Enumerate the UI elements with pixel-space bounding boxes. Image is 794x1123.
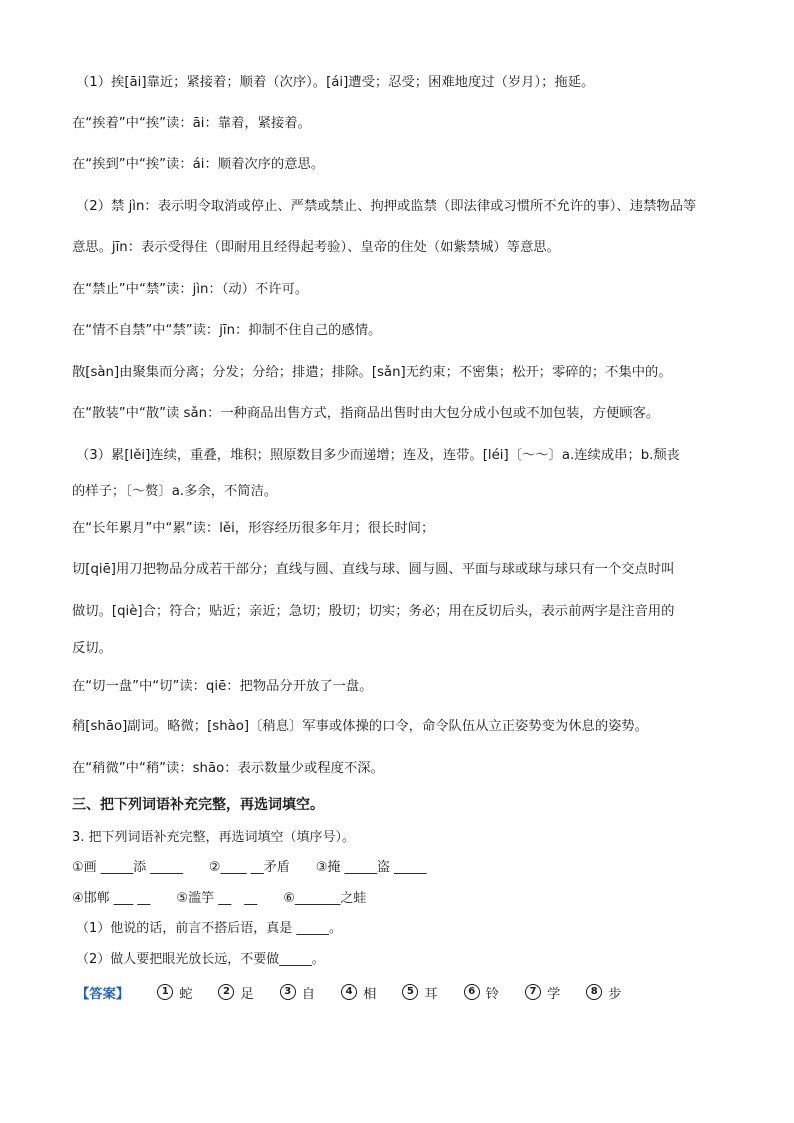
answer-char: 铃 <box>485 986 499 1002</box>
section-heading: 三、把下列词语补充完整，再选词填空。 <box>72 797 324 813</box>
answer-item <box>464 983 499 1002</box>
explanation-line: 做切。[qiè]合；符合；贴近；亲近；急切；殷切；切实；务必；用在反切后头，表示前两字是注音用的 <box>72 604 675 619</box>
answer-item <box>218 983 253 1002</box>
question-stem: 3. 把下列词语补充完整，再选词填空（填序号）。 <box>72 830 356 845</box>
explanation-line: 反切。 <box>72 641 112 656</box>
explanation-line: 稍[shāo]副词。略微；[shào]〔稍息〕军事或体操的口令，命令队伍从立正姿势变为休息的姿势。 <box>72 719 649 734</box>
explanation-line: 的样子；〔～赘〕a.多余，不简洁。 <box>72 484 278 499</box>
sub-question: （2）做人要把眼光放长远，不要做_____。 <box>76 952 325 967</box>
circled-number: 4 <box>341 984 357 1000</box>
answer-char: 相 <box>363 986 377 1002</box>
answer-char: 学 <box>546 986 561 1002</box>
answer-row <box>76 982 736 1002</box>
answer-item <box>157 983 192 1002</box>
idiom-row: ④邯郸 ___ __ ⑤滥竽 __ __ ⑥_______之蛙 <box>72 891 367 906</box>
explanation-line: 在“挨着”中“挨”读：āi：靠着，紧接着。 <box>72 116 311 131</box>
circled-number: 8 <box>586 984 602 1000</box>
circled-number: 1 <box>157 984 173 1000</box>
explanation-line: 在“稍微”中“稍”读：shāo：表示数量少或程度不深。 <box>72 761 384 776</box>
circled-number: 2 <box>218 984 234 1000</box>
circled-number: 7 <box>525 984 541 1000</box>
answer-item <box>341 983 376 1002</box>
answer-char: 步 <box>608 986 622 1002</box>
circled-number: 5 <box>402 984 418 1000</box>
explanation-line: 在“情不自禁”中“禁”读：jīn：抑制不住自己的感情。 <box>72 323 382 338</box>
explanation-line: （3）累[lěi]连续，重叠，堆积；照原数目多少而递增；连及，连带。[léi]〔～～〕a.连续成串；b.颓丧 <box>76 448 680 463</box>
explanation-line: （2）禁 jìn：表示明令取消或停止、严禁或禁止、拘押或监禁（即法律或习惯所不允许的事）、违禁物品等 <box>76 199 697 214</box>
explanation-line: 在“散装”中“散”读 sǎn：一种商品出售方式，指商品出售时由大包分成小包或不加包装，方便顾客。 <box>72 406 660 421</box>
answer-item <box>586 983 621 1002</box>
answer-char: 足 <box>240 986 254 1002</box>
answer-char: 蛇 <box>179 986 193 1002</box>
circled-number: 3 <box>280 984 296 1000</box>
explanation-line: 在“挨到”中“挨”读：ái：顺着次序的意思。 <box>72 157 325 172</box>
answer-char: 耳 <box>424 986 438 1002</box>
explanation-line: 在“禁止”中“禁”读：jìn：（动）不许可。 <box>72 282 309 297</box>
explanation-line: 散[sàn]由聚集而分离；分发；分给；排遣；排除。[sǎn]无约束；不密集；松开；零碎的；不集中的。 <box>72 365 672 380</box>
explanation-line: 意思。jīn：表示受得住（即耐用且经得起考验）、皇帝的住处（如紫禁城）等意思。 <box>72 240 560 255</box>
answer-item <box>525 983 560 1002</box>
explanation-line: （1）挨[āi]靠近；紧接着；顺着（次序）。[ái]遭受；忍受；困难地度过（岁月）；拖延。 <box>76 75 595 90</box>
explanation-line: 在“长年累月”中“累”读：lěi，形容经历很多年月；很长时间； <box>72 521 435 536</box>
circled-number: 6 <box>464 984 480 1000</box>
answer-item <box>280 983 315 1002</box>
answer-char: 自 <box>301 986 316 1002</box>
answer-tag: 【答案】 <box>76 986 130 1002</box>
answer-item <box>402 983 437 1002</box>
sub-question: （1）他说的话，前言不搭后语，真是 _____。 <box>76 921 342 936</box>
explanation-line: 在“切一盘”中“切”读：qiē：把物品分开放了一盘。 <box>72 679 373 694</box>
idiom-row: ①画 _____添 _____ ②____ __矛盾 ③掩 _____盗 _____ <box>72 860 427 875</box>
explanation-line: 切[qiē]用刀把物品分成若干部分；直线与圆、直线与球、圆与圆、平面与球或球与球只有一个交点时叫 <box>72 562 675 577</box>
